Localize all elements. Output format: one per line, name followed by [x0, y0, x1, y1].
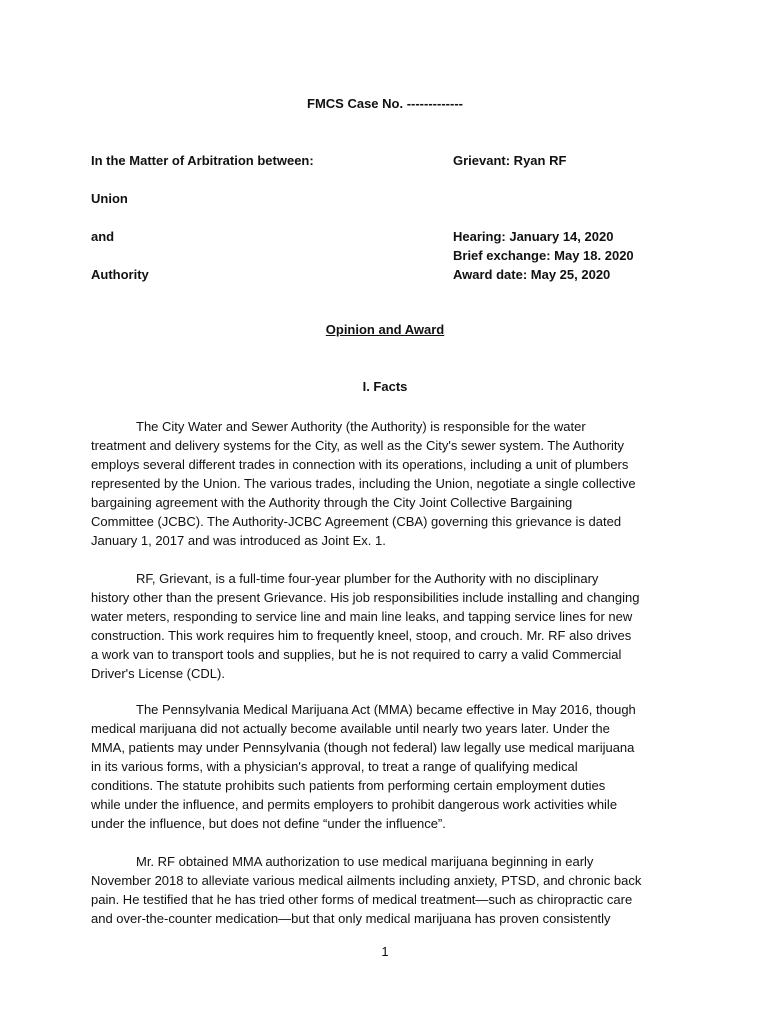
paragraph-line: conditions. The statute prohibits such patients from performing certain employment duties: [91, 778, 606, 793]
union-label: Union: [91, 191, 128, 206]
paragraph-3: [91, 700, 681, 833]
paragraph-line: represented by the Union. The various trades, including the Union, negotiate a single collective: [91, 476, 636, 491]
paragraph-line: in its various forms, with a physician's approval, to treat a range of qualifying medical: [91, 759, 578, 774]
paragraph-1: [91, 417, 681, 550]
paragraph-line: water meters, responding to service line and main line leaks, and tapping service lines for new: [91, 609, 633, 624]
opinion-title: Opinion and Award: [325, 322, 445, 337]
paragraph-line: November 2018 to alleviate various medical ailments including anxiety, PTSD, and chronic back: [91, 873, 642, 888]
paragraph-line: a work van to transport tools and supplies, but he is not required to carry a valid Commercial: [91, 647, 622, 662]
paragraph-line: The Pennsylvania Medical Marijuana Act (MMA) became effective in May 2016, though: [136, 702, 636, 717]
paragraph-line: Mr. RF obtained MMA authorization to use medical marijuana beginning in early: [136, 854, 594, 869]
paragraph-line: employs several different trades in connection with its operations, including a unit of plumbers: [91, 457, 629, 472]
paragraph-line: while under the influence, and permits employers to prohibit dangerous work activities while: [91, 797, 618, 812]
section-title: I. Facts: [362, 379, 408, 394]
paragraph-line: and over-the-counter medication—but that only medical marijuana has proven consistently: [91, 911, 611, 926]
matter-label: In the Matter of Arbitration between:: [91, 153, 314, 168]
brief-exchange-date: Brief exchange: May 18. 2020: [453, 248, 634, 263]
paragraph-line: MMA, patients may under Pennsylvania (though not federal) law legally use medical marijuana: [91, 740, 635, 755]
paragraph-line: The City Water and Sewer Authority (the Authority) is responsible for the water: [136, 419, 586, 434]
grievant-label: Grievant: Ryan RF: [453, 153, 567, 168]
and-label: and: [91, 229, 115, 244]
paragraph-line: bargaining agreement with the Authority through the City Joint Collective Bargaining: [91, 495, 573, 510]
award-date: Award date: May 25, 2020: [453, 267, 611, 282]
paragraph-2: [91, 569, 681, 683]
paragraph-line: Committee (JCBC). The Authority-JCBC Agreement (CBA) governing this grievance is dated: [91, 514, 622, 529]
page-number: 1: [381, 944, 389, 959]
paragraph-line: history other than the present Grievance. His job responsibilities include installing and changing: [91, 590, 640, 605]
paragraph-line: treatment and delivery systems for the City, as well as the City's sewer system. The Authority: [91, 438, 625, 453]
paragraph-line: Driver's License (CDL).: [91, 666, 225, 681]
authority-label: Authority: [91, 267, 149, 282]
hearing-date: Hearing: January 14, 2020: [453, 229, 614, 244]
case-title: FMCS Case No. -------------: [307, 96, 463, 111]
paragraph-4: [91, 852, 681, 928]
paragraph-line: under the influence, but does not define “under the influence”.: [91, 816, 446, 831]
paragraph-line: pain. He testified that he has tried other forms of medical treatment—such as chiropractic care: [91, 892, 633, 907]
paragraph-line: medical marijuana did not actually become available until nearly two years later. Under the: [91, 721, 610, 736]
paragraph-line: RF, Grievant, is a full-time four-year plumber for the Authority with no disciplinary: [136, 571, 599, 586]
paragraph-line: January 1, 2017 and was introduced as Joint Ex. 1.: [91, 533, 386, 548]
paragraph-line: construction. This work requires him to frequently kneel, stoop, and crouch. Mr. RF also drives: [91, 628, 632, 643]
